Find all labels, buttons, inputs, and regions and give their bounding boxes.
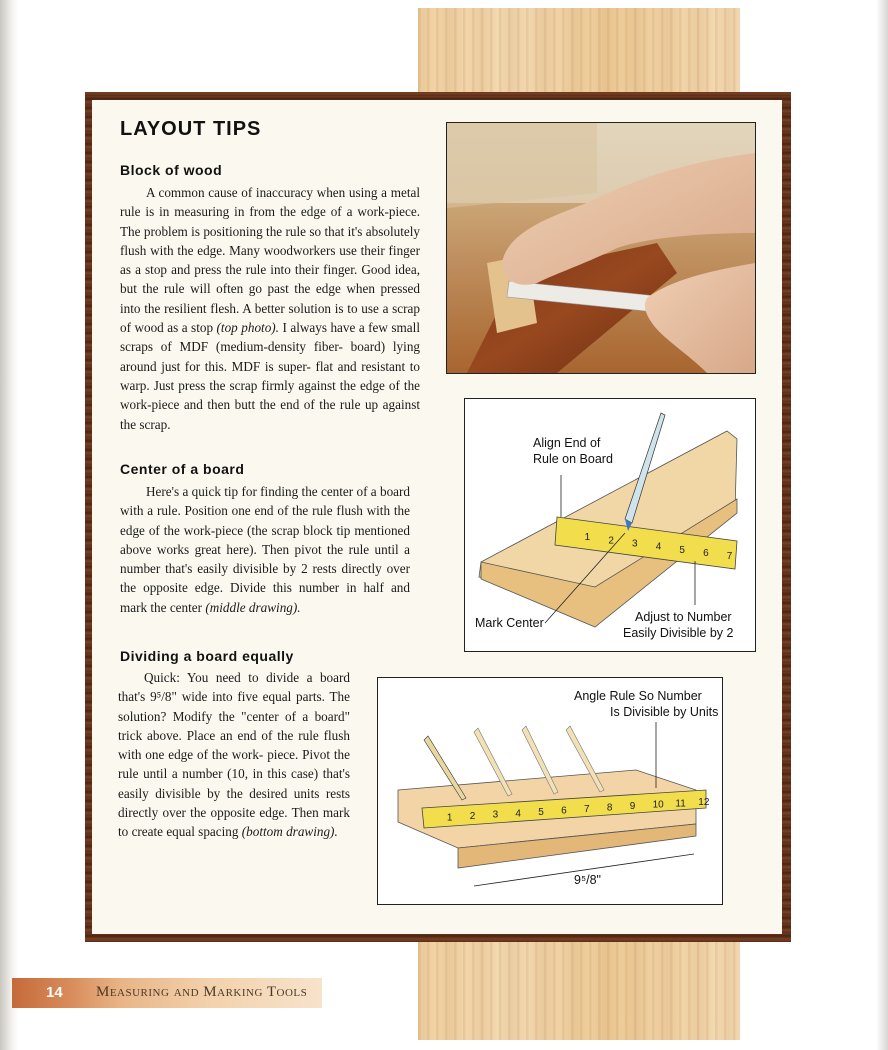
middle-rule-tick-2: 2 (608, 535, 614, 547)
bottom-rule-tick-11: 11 (675, 798, 686, 810)
section-heading-center-of-a-board: Center of a board (120, 461, 245, 477)
page-title: LAYOUT TIPS (120, 118, 262, 140)
middle-rule-tick-1: 1 (584, 532, 591, 544)
bottom-rule-tick-1: 1 (446, 812, 453, 824)
middle-rule-tick-5: 5 (679, 544, 685, 556)
bottom-label-angle-1: Angle Rule So Number (574, 689, 702, 703)
photo-scene (447, 123, 755, 373)
bottom-label-angle-2: Is Divisible by Units (610, 705, 719, 719)
middle-label-adjust-2: Easily Divisible by 2 (623, 626, 734, 640)
middle-label-align-2: Rule on Board (533, 452, 613, 466)
page-edge-shadow (876, 0, 888, 1050)
middle-label-align-1: Align End of (533, 436, 601, 450)
middle-rule-tick-4: 4 (655, 541, 662, 553)
section-heading-dividing-a-board: Dividing a board equally (120, 648, 294, 664)
bottom-rule-tick-7: 7 (584, 804, 590, 815)
top-photo (446, 122, 756, 374)
page-number: 14 (46, 984, 63, 1001)
section-heading-block-of-wood: Block of wood (120, 162, 223, 178)
bottom-rule-tick-4: 4 (515, 808, 521, 820)
photo-cabinet (447, 123, 597, 208)
middle-drawing (464, 398, 756, 652)
wood-grain-top (418, 8, 740, 94)
section-body-block-of-wood: A common cause of inaccuracy when using a metal rule is in measuring in from the edge of a work-piece. The problem is positioning the rule so that it's absolutely flush with the edge. Many woodworkers use their finger as a stop and press the rule into their finger. Good idea, but the rule will often go past the edge when pressed into the resilient flesh. A better solution is to use a scrap of wood as a stop (top photo). I always have a few small scraps of MDF (medium-density fiber- board) lying around just for this. MDF is super- flat and resistant to warp. Just press the scrap firmly against the edge of the work-piece and then butt the end of the rule up against the scrap. (120, 185, 421, 432)
bottom-rule-tick-8: 8 (606, 802, 613, 814)
middle-label-mark: Mark Center (475, 616, 544, 630)
bottom-rule-tick-5: 5 (538, 806, 544, 818)
bottom-rule-tick-12: 12 (698, 796, 710, 808)
middle-rule-tick-7: 7 (726, 551, 733, 563)
section-body-center-of-a-board: Here's a quick tip for finding the center of a board with a rule. Position one end of the rule flush with the edge of the work-piece (the scrap block tip mentioned above works great here). Then pivot the rule until a number that's easily divisible by 2 rests directly over the opposite edge. Divide this number in half and mark the center (middle drawing). (120, 484, 411, 615)
middle-rule-tick-6: 6 (703, 547, 709, 559)
page-gutter-shadow (0, 0, 18, 1050)
bottom-rule-tick-3: 3 (492, 809, 499, 821)
bottom-rule-tick-10: 10 (652, 799, 664, 811)
middle-drawing-svg (465, 399, 755, 651)
bottom-rule-tick-9: 9 (629, 801, 636, 813)
section-body-dividing-a-board: Quick: You need to divide a board that's 9⁵/8" wide into five equal parts. The solution? Modify the "center of a board" trick above. Place an end of the rule flush with one edge of the work- piece. Pivot the rule until a number (10, in this case) that's easily divisible by the desired units rests directly over the opposite edge. Then mark to create equal spacing (bottom drawing). (118, 670, 351, 840)
bottom-drawing (377, 677, 723, 905)
bottom-rule-tick-6: 6 (561, 805, 567, 817)
middle-label-adjust-1: Adjust to Number (635, 610, 732, 624)
middle-rule-tick-3: 3 (632, 538, 638, 550)
bottom-dimension-label: 9⁵/8" (574, 873, 601, 887)
wood-grain-bottom (418, 940, 740, 1040)
bottom-drawing-svg (378, 678, 722, 904)
bottom-rule-tick-2: 2 (469, 811, 476, 823)
running-head: Measuring and Marking Tools (96, 984, 308, 1000)
